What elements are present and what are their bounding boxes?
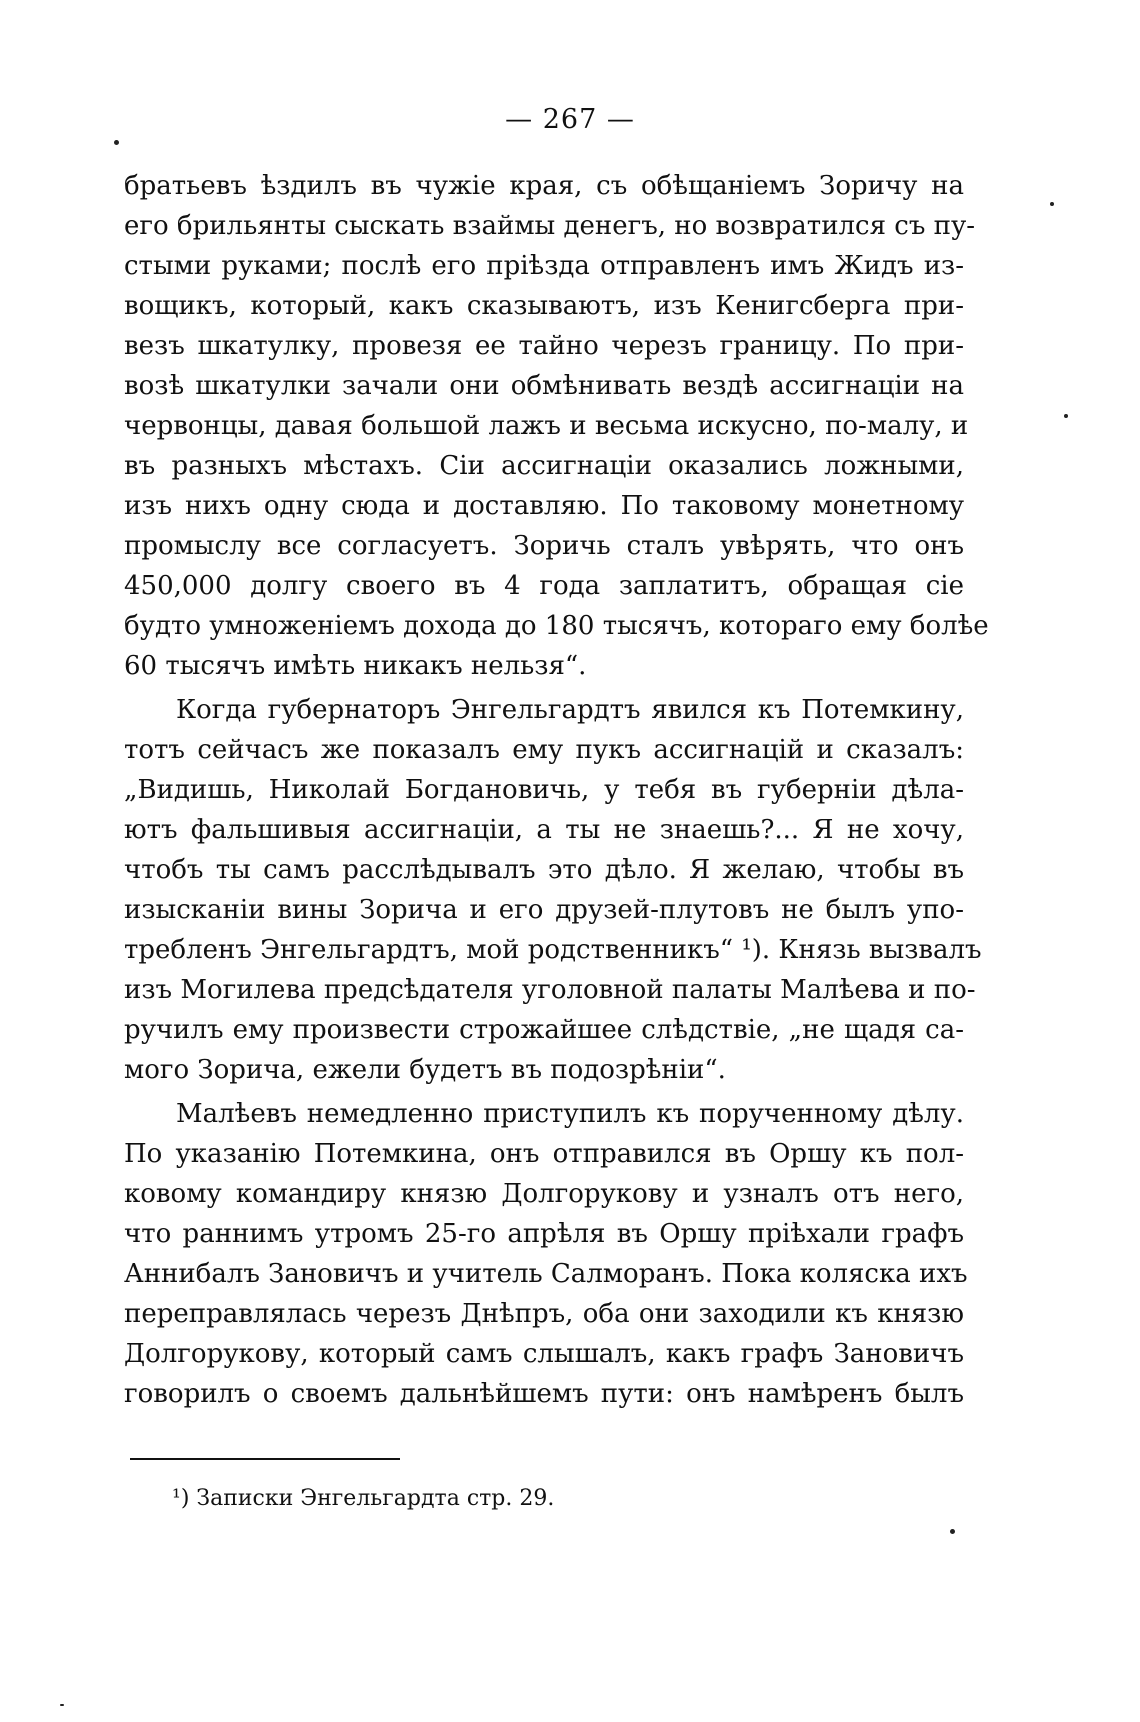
text-line: мого Зорича, ежели будетъ въ подозрѣнiи“.	[124, 1055, 726, 1085]
text-line: братьевъ ѣздилъ въ чужiе края, съ обѣщанiемъ Зоричу на	[124, 171, 964, 201]
text-line: ютъ фальшивыя ассигнацiи, а ты не знаешь?... Я не хочу,	[124, 815, 964, 845]
text-line: изъ Могилева предсѣдателя уголовной палаты Малѣева и по-	[124, 975, 976, 1005]
text-line: тотъ сейчасъ же показалъ ему пукъ ассигнацiй и сказалъ:	[124, 735, 964, 765]
text-line: везъ шкатулку, провезя ее тайно черезъ границу. По при-	[124, 331, 964, 361]
scan-speck	[1050, 202, 1054, 206]
text-line: червонцы, давая большой лажъ и весьма искусно, по-малу, и	[124, 411, 969, 441]
page-number: — 267 —	[505, 104, 635, 135]
paragraph-2	[124, 690, 982, 1090]
text-line: Долгорукову, который самъ слышалъ, какъ графъ Зановичъ	[124, 1339, 964, 1369]
text-line: изысканiи вины Зорича и его друзей-плутовъ не былъ упо-	[124, 895, 964, 925]
text-line: его брильянты сыскать взаймы денегъ, но возвратился съ пу-	[124, 211, 976, 241]
text-line: 450,000 долгу своего въ 4 года заплатитъ, обращая сiе	[124, 571, 964, 601]
text-line: „Видишь, Николай Богдановичь, у тебя въ губернiи дѣла-	[124, 775, 964, 805]
text-line: переправлялась черезъ Днѣпръ, оба они заходили къ князю	[124, 1299, 964, 1329]
scan-speck	[950, 1529, 955, 1534]
scan-speck	[60, 1704, 64, 1706]
text-line: Аннибалъ Зановичъ и учитель Салморанъ. Пока коляска ихъ	[124, 1259, 968, 1289]
footnote: ¹) Записки Энгельгардта стр. 29.	[172, 1486, 555, 1511]
text-line: По указанiю Потемкина, онъ отправился въ Оршу къ пол-	[124, 1139, 964, 1169]
text-line: что раннимъ утромъ 25-го апрѣля въ Оршу прiѣхали графъ	[124, 1219, 964, 1249]
text-line: стыми руками; послѣ его прiѣзда отправленъ имъ Жидъ из-	[124, 251, 964, 281]
paragraph-3	[124, 1094, 968, 1414]
text-line: вощикъ, который, какъ сказываютъ, изъ Кенигсберга при-	[124, 291, 964, 321]
text-line: Когда губернаторъ Энгельгардтъ явился къ Потемкину,	[176, 695, 964, 725]
paragraph-1	[124, 166, 989, 686]
text-line: возѣ шкатулки зачали они обмѣнивать вездѣ ассигнацiи на	[124, 371, 964, 401]
text-line: изъ нихъ одну сюда и доставляю. По таковому монетному	[124, 491, 964, 521]
text-line: промыслу все согласуетъ. Зоричь сталъ увѣрять, что онъ	[124, 531, 964, 561]
footnote-divider	[130, 1458, 400, 1460]
body-text	[124, 166, 989, 1414]
text-line: чтобъ ты самъ расслѣдывалъ это дѣло. Я желаю, чтобы въ	[124, 855, 964, 885]
scan-speck	[1064, 414, 1068, 418]
scan-speck	[114, 140, 119, 145]
text-line: говорилъ о своемъ дальнѣйшемъ пути: онъ намѣренъ былъ	[124, 1379, 964, 1409]
text-line: Малѣевъ немедленно приступилъ къ порученному дѣлу.	[176, 1099, 964, 1129]
text-line: въ разныхъ мѣстахъ. Сiи ассигнацiи оказались ложными,	[124, 451, 964, 481]
text-line: ручилъ ему произвести строжайшее слѣдствiе, „не щадя са-	[124, 1015, 964, 1045]
text-line: будто умноженiемъ дохода до 180 тысячъ, котораго ему болѣе	[124, 611, 989, 641]
text-line: ковому командиру князю Долгорукову и узналъ отъ него,	[124, 1179, 964, 1209]
text-line: требленъ Энгельгардтъ, мой родственникъ“ ¹). Князь вызвалъ	[124, 935, 982, 965]
text-line: 60 тысячъ имѣть никакъ нельзя“.	[124, 651, 587, 681]
